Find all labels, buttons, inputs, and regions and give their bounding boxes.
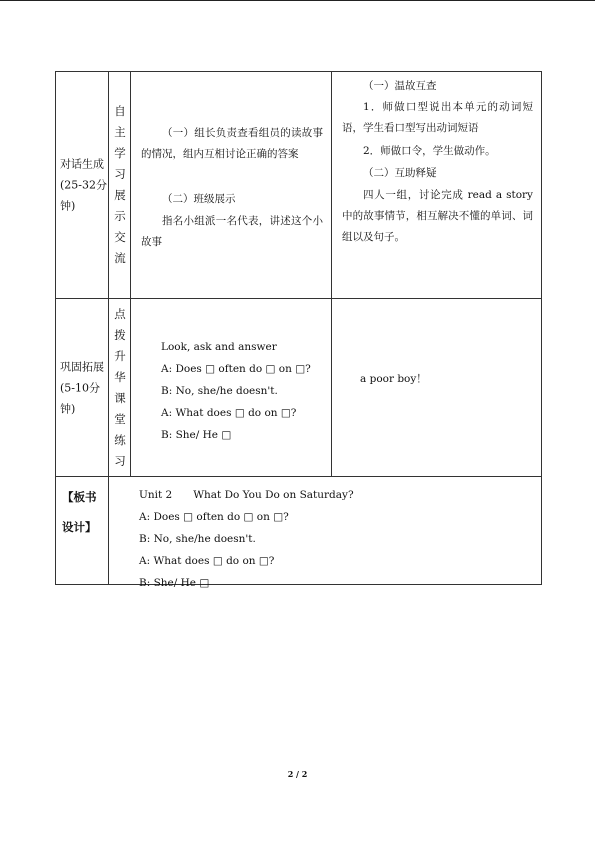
stage-cell xyxy=(56,72,109,298)
activity-cell xyxy=(109,72,131,298)
activity-char: 点 xyxy=(114,306,126,321)
activity-char: 自 xyxy=(114,104,126,118)
stage-label: 对话生成(25-32分钟) xyxy=(60,157,108,213)
board-design-label: 设计】 xyxy=(62,520,97,534)
activity-char: 学 xyxy=(114,146,126,160)
teacher-activity-cell xyxy=(332,72,541,298)
activity-label xyxy=(109,101,131,269)
board-design-label: 【板书 xyxy=(62,490,97,504)
student-paragraph: （一）组长负责查看组员的读故事的情况，组内互相讨论正确的答案 xyxy=(141,127,323,160)
student-activity-cell xyxy=(131,72,332,298)
teacher-heading: （二）互助释疑 xyxy=(363,167,437,179)
exercise-line: B: No, she/he doesn't. xyxy=(161,385,278,397)
board-line: B: No, she/he doesn't. xyxy=(139,533,256,545)
table-row xyxy=(56,72,541,299)
exercise-line: A: Does □ often do □ on □? xyxy=(161,363,311,375)
lesson-plan-table xyxy=(55,71,542,589)
exercise-line: A: What does □ do on □? xyxy=(161,407,297,419)
activity-cell xyxy=(109,299,131,476)
student-paragraph: 指名小组派一名代表，讲述这个小故事 xyxy=(141,215,323,248)
page-number: 2 / 2 xyxy=(287,769,308,779)
board-line: B: She/ He □ xyxy=(139,577,210,589)
board-title-line: Unit 2 What Do You Do on Saturday? xyxy=(139,489,354,501)
teacher-note: a poor boy！ xyxy=(360,373,427,385)
teacher-activity-cell xyxy=(332,299,541,476)
board-line: A: What does □ do on □? xyxy=(139,555,275,567)
teacher-paragraph: 1．师做口型说出本单元的动词短语，学生看口型写出动词短语 xyxy=(342,101,533,134)
table-row xyxy=(56,299,541,477)
activity-char: 华 xyxy=(114,369,126,384)
activity-char: 示 xyxy=(114,209,126,223)
board-line: A: Does □ often do □ on □? xyxy=(139,511,289,523)
activity-char: 习 xyxy=(114,453,126,468)
stage-cell xyxy=(56,299,109,476)
activity-char: 堂 xyxy=(114,411,126,426)
activity-char: 展 xyxy=(114,188,126,202)
header-rule xyxy=(0,0,595,1)
teacher-paragraph: 四人一组，讨论完成 read a story 中的故事情节，相互解决不懂的单词、词组以及句子。 xyxy=(342,189,533,243)
stage-label: 巩固拓展(5-10分钟) xyxy=(60,360,104,415)
activity-char: 主 xyxy=(114,125,126,139)
student-heading: （二）班级展示 xyxy=(162,193,236,205)
board-label-cell xyxy=(56,477,109,584)
teacher-heading: （一）温故互查 xyxy=(363,80,437,92)
activity-char: 练 xyxy=(114,432,126,447)
activity-char: 课 xyxy=(114,390,126,405)
exercise-line: Look, ask and answer xyxy=(161,341,277,353)
teacher-paragraph: 2．师做口令，学生做动作。 xyxy=(363,145,496,157)
activity-char: 习 xyxy=(114,167,126,181)
student-activity-cell xyxy=(131,299,332,476)
exercise-line: B: She/ He □ xyxy=(161,429,232,441)
activity-char: 交 xyxy=(114,230,126,244)
activity-char: 流 xyxy=(114,251,126,265)
board-design-cell xyxy=(109,477,541,589)
activity-char: 升 xyxy=(114,348,126,363)
activity-label xyxy=(109,304,131,472)
table-row xyxy=(56,477,541,589)
activity-char: 拨 xyxy=(114,327,126,342)
